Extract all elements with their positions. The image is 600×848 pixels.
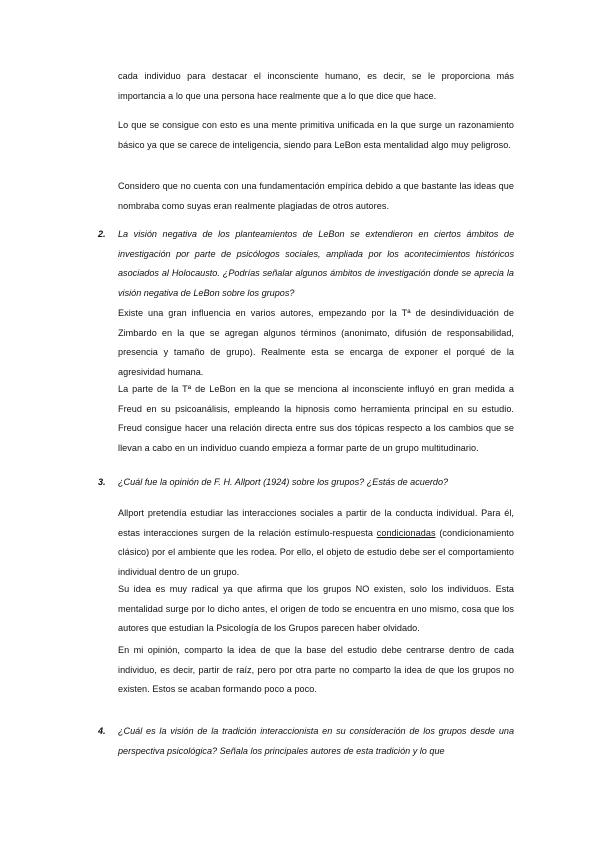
paragraph-radical-idea: Su idea es muy radical ya que afirma que los grupos NO existen, solo los individuos. Esta mentalidad surge por lo dicho antes, el origen de todo se encuentra en uno mismo, cosa que los autores que estudian la Psicología de los Grupos parecen haber olvidado. [118, 584, 514, 633]
question-4-text: ¿Cuál es la visión de la tradición interaccionista en su consideración de los grupos desde una perspectiva psicológica? Señala los principales autores de esta tradición y lo que [118, 726, 514, 756]
question-3-text: ¿Cuál fue la opinión de F. H. Allport (1924) sobre los grupos? ¿Estás de acuerdo? [118, 477, 449, 487]
paragraph-freud: La parte de la Tª de LeBon en la que se menciona al inconsciente influyó en gran medida a Freud en su psicoanálisis, empleando la hipnosis como herramienta principal en su estudio. Freud consigue hacer una relación directa entre sus dos tópicas respecto a los cambios que se llevan a cabo en un individuo cuando empieza a formar parte de un grupo multitudinario. [118, 384, 514, 453]
paragraph-primitive-mind: Lo que se consigue con esto es una mente primitiva unificada en la que surge un razonamiento básico ya que se carece de inteligencia, siendo para LeBon esta mentalidad algo muy peligroso. [118, 120, 514, 150]
question-3-number: 3. [98, 477, 106, 487]
paragraph-lebon-continuation: cada individuo para destacar el inconsciente humano, es decir, se le proporciona más importancia a lo que una persona hace realmente que a lo que dice que hace. [118, 71, 514, 101]
question-4-number: 4. [98, 726, 106, 736]
question-2-number: 2. [98, 229, 106, 239]
underlined-term: condicionadas [376, 527, 436, 538]
allport-text-start: Allport pretendía estudiar las interacciones sociales a partir de la conducta individual. Para él, estas interacciones surgen de la relación estímulo-respuesta [118, 508, 514, 538]
allport-text-end: (condicionamiento clásico) por el ambiente que les rodea. Por ello, el objeto de estudio debe ser el comportamiento individual dentro de un grupo. [118, 527, 514, 577]
paragraph-zimbardo: Existe una gran influencia en varios autores, empezando por la Tª de desindividuación de Zimbardo en la que se agregan algunos términos (anonimato, difusión de responsabilidad, presencia y tamaño de grupo). Realmente esta se encarga de exponer el porqué de la agresividad humana. [118, 308, 514, 377]
question-2-text: La visión negativa de los planteamientos de LeBon se extendieron en ciertos ámbitos de investigación por parte de psicólogos sociales, ampliada por los acontecimientos históricos asociados al Holocausto. ¿Podrías señalar algunos ámbitos de investigación donde se aprecia la visión negativa de LeBon sobre los grupos? [118, 229, 514, 298]
paragraph-opinion: En mi opinión, comparto la idea de que la base del estudio debe centrarse dentro de cada individuo, es decir, partir de raíz, pero por otra parte no comparto la idea de que los grupos no existen. Estos se acaban formando poco a poco. [118, 645, 514, 694]
paragraph-empirical-basis: Considero que no cuenta con una fundamentación empírica debido a que bastante las ideas que nombraba como suyas eran realmente plagiadas de otros autores. [118, 181, 514, 211]
paragraph-allport [118, 504, 514, 582]
